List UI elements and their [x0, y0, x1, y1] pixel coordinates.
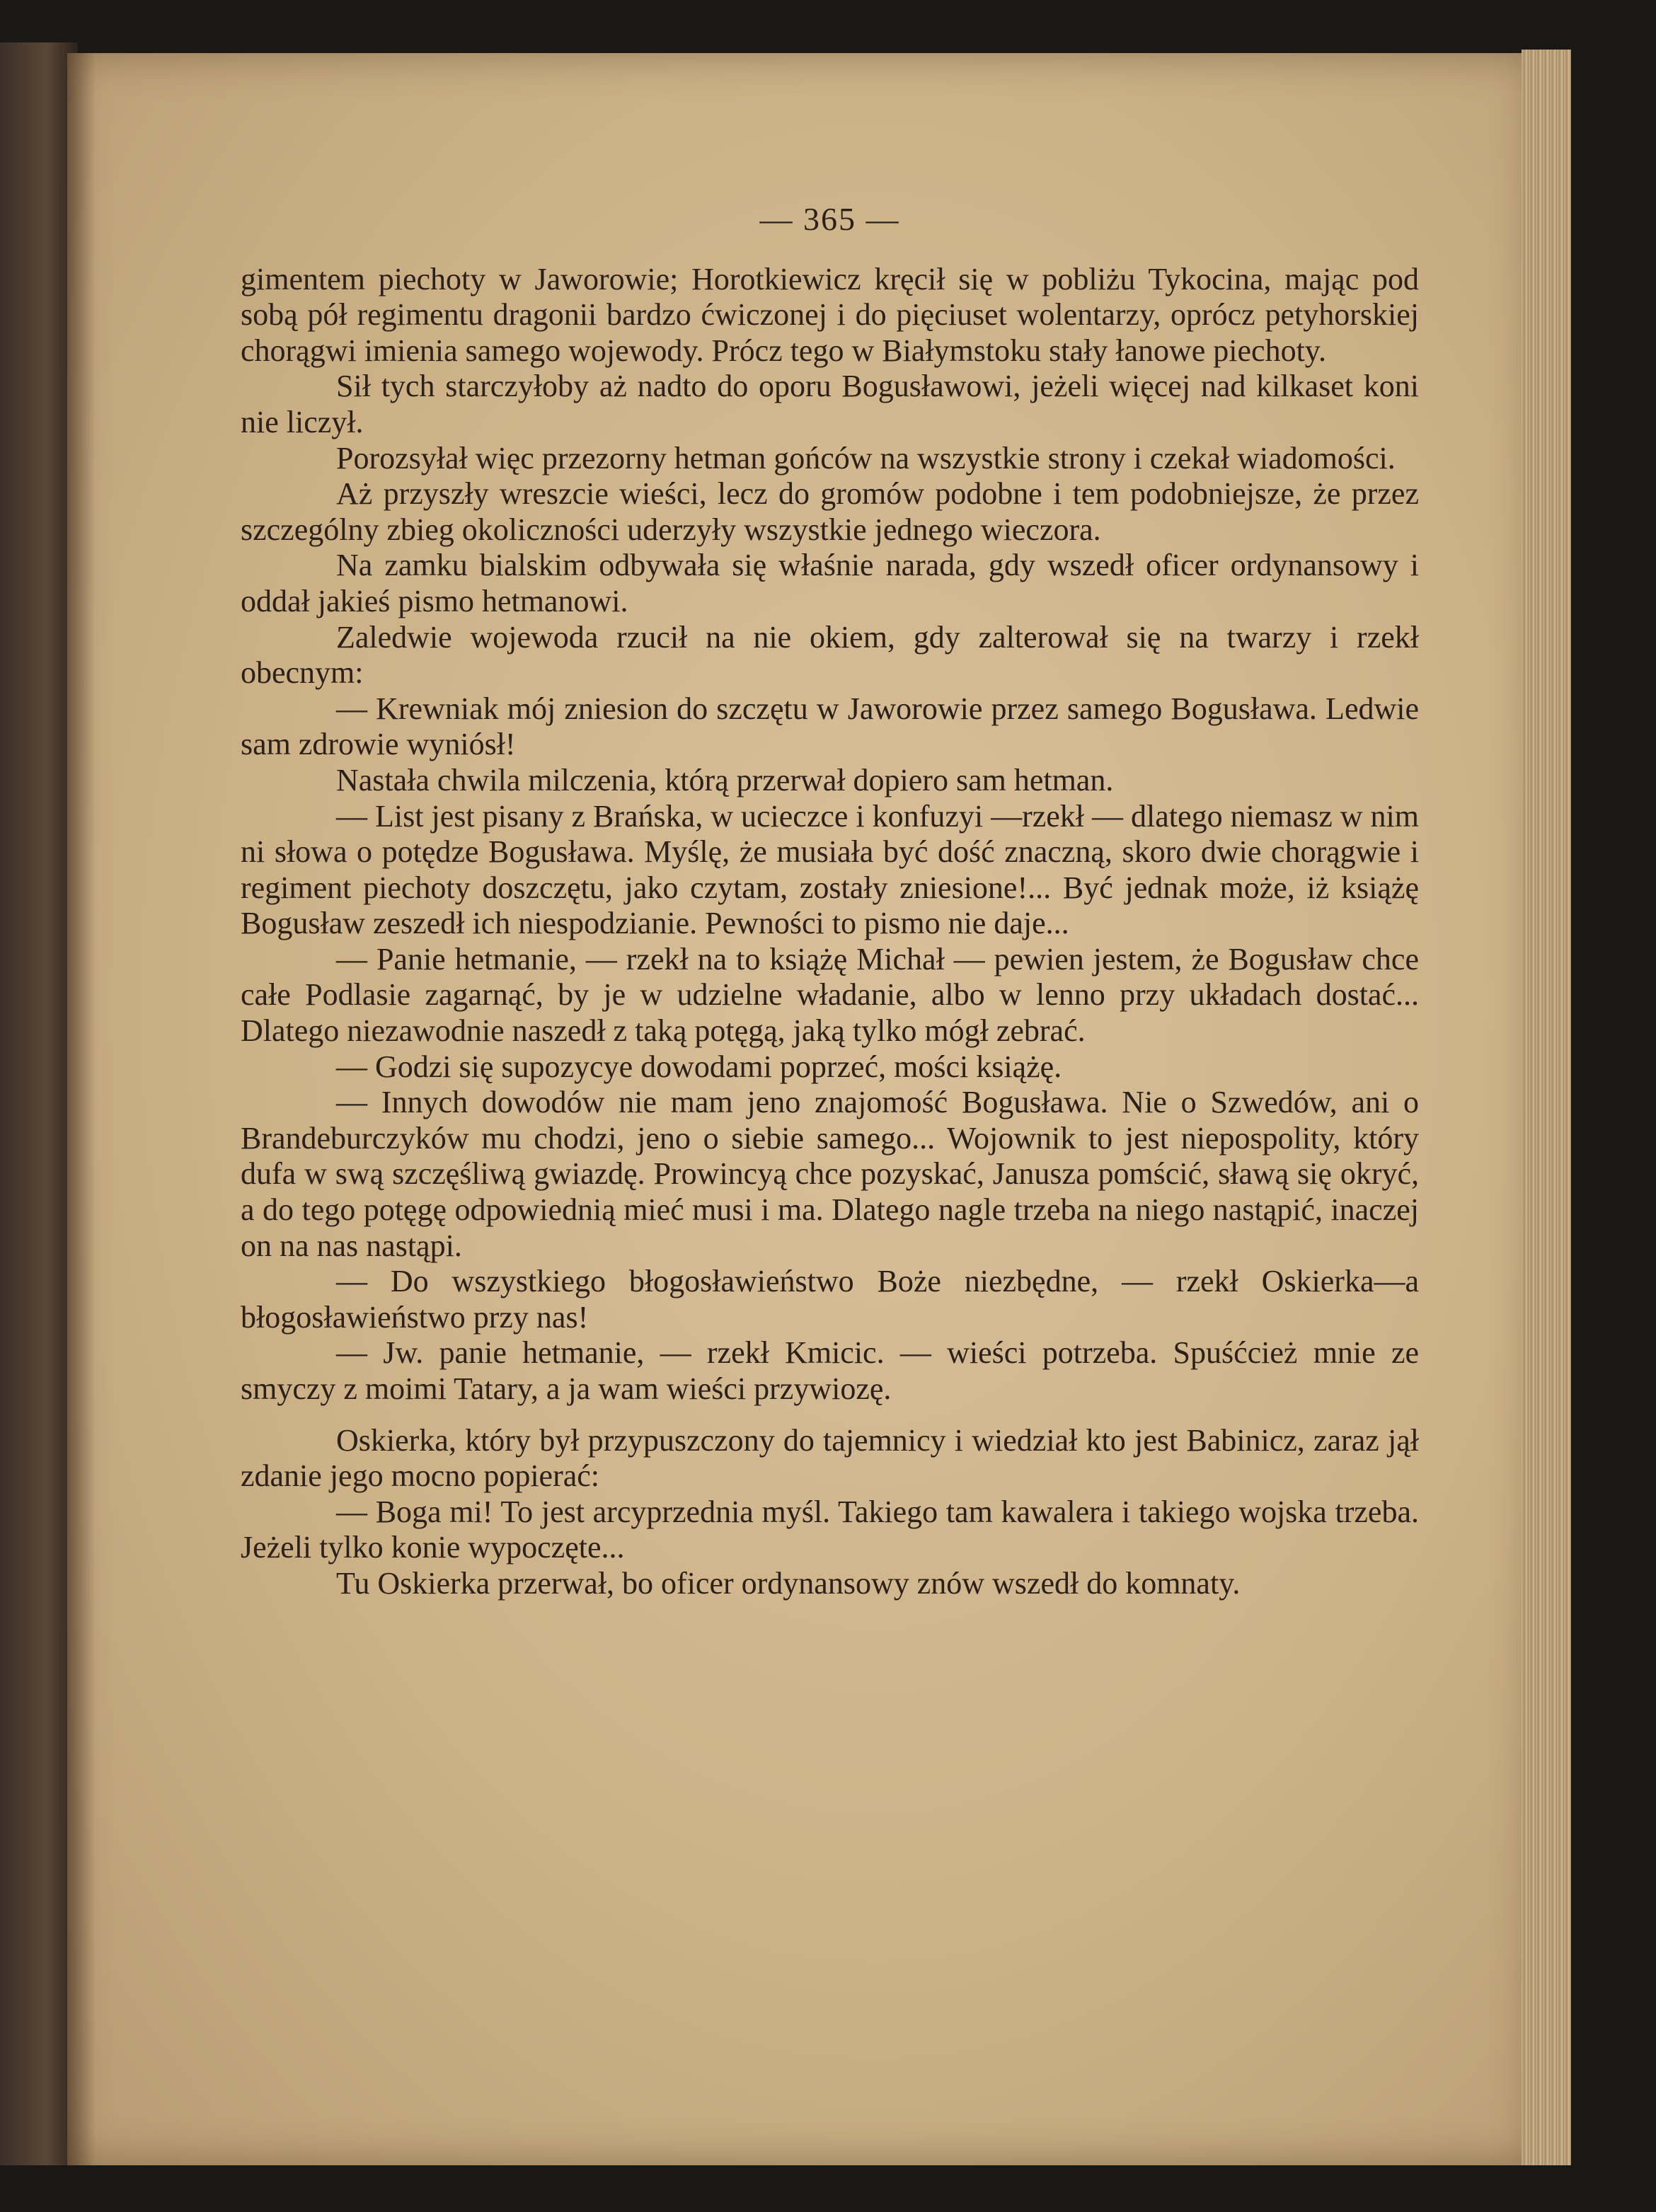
page-number-header: — 365 —	[759, 201, 900, 237]
paragraph-11: — Godzi się supozycye dowodami poprzeć, mości książę.	[336, 1049, 1062, 1084]
page-gutter-shadow	[67, 53, 96, 2165]
paragraph-3: Porozsyłał więc przezorny hetman gońców na wszystkie strony i czekał wiadomości.	[336, 440, 1396, 476]
book-spine-edge	[0, 42, 78, 2165]
page-content	[241, 202, 1419, 1602]
paragraph-12: — Innych dowodów nie mam jeno znajomość Bogusława. Nie o Szwedów, ani o Brandeburczyków mu chodzi, jeno o siebie samego... Wojownik to jest niepospolity, który dufa w swą szczęśliwą gwiazdę. Prowincyą chce pozyskać, Janusza pomścić, sławą się okryć, a do tego potęgę odpowiednią mieć musi i ma. Dlatego nagle trzeba na niego nastąpić, inaczej on na nas nastąpi.	[241, 1085, 1419, 1263]
paragraph-16: — Boga mi! To jest arcyprzednia myśl. Takiego tam kawalera i takiego wojska trzeba. Jeżeli tylko konie wypoczęte...	[241, 1494, 1419, 1565]
paragraph-7: — Krewniak mój zniesion do szczętu w Jaworowie przez samego Bogusława. Ledwie sam zdrowie wyniósł!	[241, 691, 1419, 762]
page-stack-edge	[1522, 50, 1571, 2165]
paragraph-15: Oskierka, który był przypuszczony do tajemnicy i wiedział kto jest Babinicz, zaraz jął zdanie jego mocno popierać:	[241, 1422, 1419, 1494]
paragraph-13: — Do wszystkiego błogosławieństwo Boże niezbędne, — rzekł Oskierka—a błogosławieństwo przy nas!	[241, 1264, 1419, 1335]
paragraph-4: Aż przyszły wreszcie wieści, lecz do gromów podobne i tem podobniejsze, że przez szczególny zbieg okoliczności uderzyły wszystkie jednego wieczora.	[241, 476, 1419, 547]
paragraph-10: — Panie hetmanie, — rzekł na to książę Michał — pewien jestem, że Bogusław chce całe Podlasie zagarnąć, by je w udzielne władanie, albo w lenno przy układach dostać... Dlatego niezawodnie naszedł z taką potęgą, jaką tylko mógł zebrać.	[241, 941, 1419, 1049]
paragraph-8: Nastała chwila milczenia, którą przerwał dopiero sam hetman.	[336, 762, 1114, 797]
paragraph-2: Sił tych starczyłoby aż nadto do oporu Bogusławowi, jeżeli więcej nad kilkaset koni nie liczył.	[241, 369, 1419, 439]
paragraph-9: — List jest pisany z Brańska, w ucieczce i konfuzyi —rzekł — dlatego niemasz w nim ni słowa o potędze Bogusława. Myślę, że musiała być dość znaczną, skoro dwie chorągwie i regiment piechoty doszczętu, jako czytam, zostały zniesione!... Być jednak może, iż książę Bogusław zeszedł ich niespodzianie. Pewności to pismo nie daje...	[241, 798, 1419, 941]
paragraph-6: Zaledwie wojewoda rzucił na nie okiem, gdy zalterował się na twarzy i rzekł obecnym:	[241, 619, 1419, 691]
paragraph-5: Na zamku bialskim odbywała się właśnie narada, gdy wszedł oficer ordynansowy i oddał jakieś pismo hetmanowi.	[241, 548, 1419, 618]
paragraph-1: gimentem piechoty w Jaworowie; Horotkiewicz kręcił się w pobliżu Tykocina, mając pod sobą pół regimentu dragonii bardzo ćwiczonej i do pięciuset wolentarzy, oprócz petyhorskiej chorągwi imienia samego wojewody. Prócz tego w Białymstoku stały łanowe piechoty.	[241, 261, 1419, 368]
paragraph-14: — Jw. panie hetmanie, — rzekł Kmicic. — wieści potrzeba. Spuśćcież mnie ze smyczy z moimi Tatary, a ja wam wieści przywiozę.	[241, 1335, 1419, 1406]
paragraph-17: Tu Oskierka przerwał, bo oficer ordynansowy znów wszedł do komnaty.	[336, 1565, 1241, 1601]
